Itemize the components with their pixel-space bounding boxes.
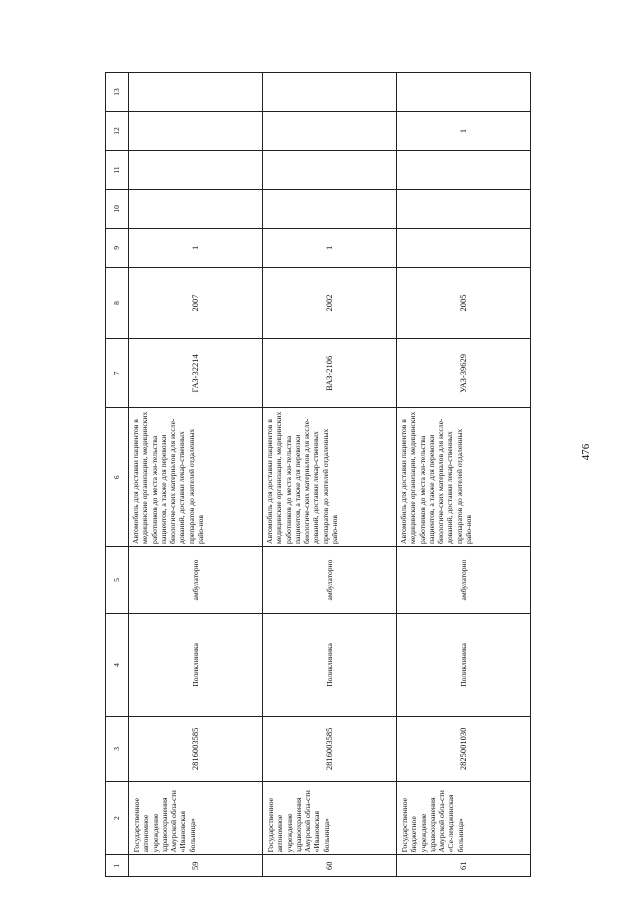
organization-name: Государственное бюджетное учреждение здравоохранения Амурской обла-сти «Се-лемджинская больница» xyxy=(397,781,531,855)
unit-name: Поликлиника xyxy=(129,614,263,717)
header-cell: 11 xyxy=(106,150,129,189)
col13-value xyxy=(263,73,397,112)
header-cell: 13 xyxy=(106,73,129,112)
header-cell: 5 xyxy=(106,546,129,613)
vehicle-purpose: Автомобиль для доставки пациентов в медицинские организации, медицинских работников до места жи-тельства пациентов, а также для перевозки биологиче-ских материалов для иссле-дований, доставки лекар-ственных препаратов до жителей отдаленных райо-нов xyxy=(397,408,531,547)
header-cell: 6 xyxy=(106,408,129,547)
col10-value xyxy=(129,189,263,228)
table-row xyxy=(129,73,263,877)
organization-name: Государственное автономное учреждение здравоохранения Амурской обла-сти «Ивановская больница» xyxy=(263,781,397,855)
header-row xyxy=(106,73,129,877)
col10-value xyxy=(263,189,397,228)
vehicle-year: 2005 xyxy=(397,267,531,338)
col9-value: 1 xyxy=(129,228,263,267)
col11-value xyxy=(263,150,397,189)
care-mode: амбулаторно xyxy=(263,546,397,613)
table-row xyxy=(397,73,531,877)
header-cell: 9 xyxy=(106,228,129,267)
unit-name: Поликлиника xyxy=(263,614,397,717)
inn-value: 2816003585 xyxy=(129,716,263,781)
vehicle-year: 2002 xyxy=(263,267,397,338)
unit-name: Поликлиника xyxy=(397,614,531,717)
vehicle-purpose: Автомобиль для доставки пациентов в медицинские организации, медицинских работников до места жи-тельства пациентов, а также для перевозки биологиче-ских материалов для иссле-дований, доставки лекар-ственных препаратов до жителей отдаленных райо-нов xyxy=(263,408,397,547)
col11-value xyxy=(397,150,531,189)
row-number: 61 xyxy=(397,855,531,877)
row-number: 59 xyxy=(129,855,263,877)
col12-value xyxy=(263,112,397,151)
header-cell: 2 xyxy=(106,781,129,855)
table-row xyxy=(263,73,397,877)
col13-value xyxy=(129,73,263,112)
care-mode: амбулаторно xyxy=(397,546,531,613)
rotated-table-container xyxy=(105,72,513,877)
vehicle-model: УАЗ-39629 xyxy=(397,339,531,408)
header-cell: 12 xyxy=(106,112,129,151)
vehicles-table xyxy=(105,72,531,877)
header-cell: 1 xyxy=(106,855,129,877)
col12-value: 1 xyxy=(397,112,531,151)
col9-value: 1 xyxy=(263,228,397,267)
row-number: 60 xyxy=(263,855,397,877)
header-cell: 3 xyxy=(106,716,129,781)
organization-name: Государственное автономное учреждение здравоохранения Амурской обла-сти «Ивановская больница» xyxy=(129,781,263,855)
header-cell: 4 xyxy=(106,614,129,717)
col11-value xyxy=(129,150,263,189)
vehicle-purpose: Автомобиль для доставки пациентов в медицинские организации, медицинских работников до места жи-тельства пациентов, а также для перевозки биологиче-ских материалов для иссле-дований, доставки лекар-ственных препаратов до жителей отдаленных райо-нов xyxy=(129,408,263,547)
vehicle-model: ВАЗ-2106 xyxy=(263,339,397,408)
inn-value: 2825001030 xyxy=(397,716,531,781)
col12-value xyxy=(129,112,263,151)
care-mode: амбулаторно xyxy=(129,546,263,613)
vehicle-model: ГАЗ-32214 xyxy=(129,339,263,408)
col9-value xyxy=(397,228,531,267)
header-cell: 10 xyxy=(106,189,129,228)
vehicle-year: 2007 xyxy=(129,267,263,338)
page-number: 476 xyxy=(580,443,592,461)
inn-value: 2816003585 xyxy=(263,716,397,781)
header-cell: 7 xyxy=(106,339,129,408)
header-cell: 8 xyxy=(106,267,129,338)
col13-value xyxy=(397,73,531,112)
col10-value xyxy=(397,189,531,228)
